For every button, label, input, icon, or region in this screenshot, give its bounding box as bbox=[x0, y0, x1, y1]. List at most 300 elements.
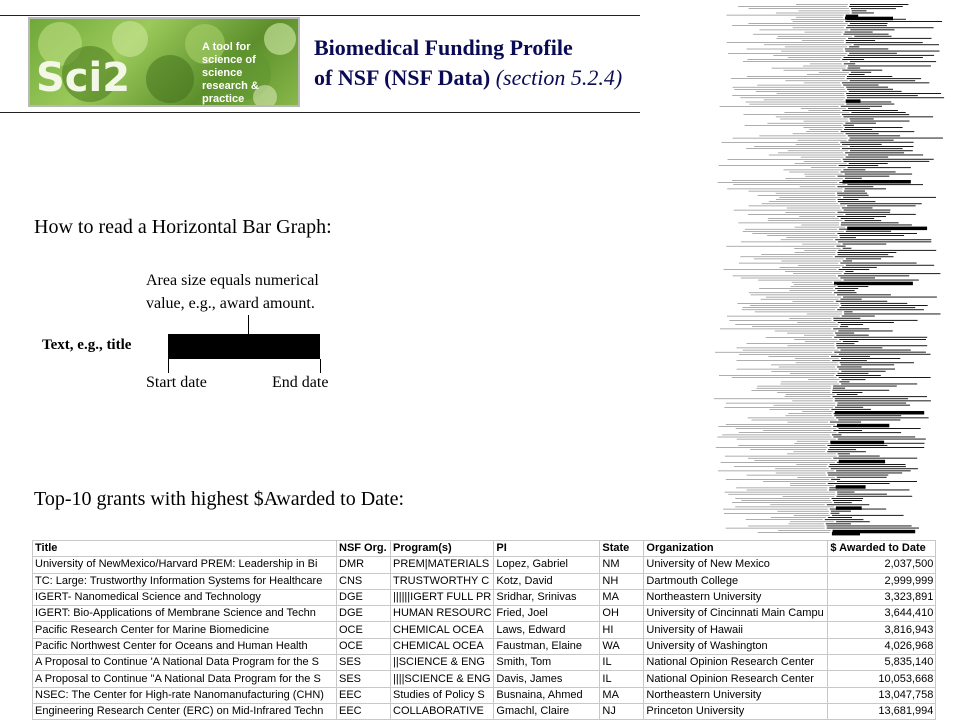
bar-mark bbox=[838, 420, 900, 421]
bar-label-mark bbox=[795, 252, 836, 253]
bar-mark bbox=[842, 267, 877, 268]
bar-mark bbox=[827, 445, 887, 446]
table-cell: EEC bbox=[337, 687, 391, 703]
bar-label-mark bbox=[737, 348, 836, 349]
table-row bbox=[33, 671, 936, 687]
bar-label-mark bbox=[750, 449, 826, 450]
bar-mark bbox=[843, 169, 865, 170]
bar-label-mark bbox=[787, 208, 840, 209]
bar-label-mark bbox=[805, 341, 841, 342]
table-cell: Pacific Northwest Center for Oceans and Human Health bbox=[33, 638, 337, 654]
bar-mark bbox=[826, 523, 851, 524]
table-row bbox=[33, 622, 936, 638]
bar-mark bbox=[849, 19, 907, 20]
bar-mark bbox=[838, 275, 909, 276]
table-cell: Fried, Joel bbox=[494, 606, 600, 622]
table-row bbox=[33, 638, 936, 654]
bar-label-mark bbox=[718, 182, 838, 183]
bar-mark bbox=[835, 333, 854, 334]
bar-mark bbox=[840, 237, 856, 238]
bar-mark bbox=[841, 131, 915, 132]
bar-mark bbox=[833, 437, 915, 438]
bar-label-mark bbox=[781, 382, 837, 383]
bar-label-mark bbox=[803, 66, 846, 67]
bar-label-mark bbox=[736, 428, 837, 429]
bar-label-mark bbox=[760, 30, 849, 31]
bar-mark bbox=[851, 112, 905, 113]
bar-label-mark bbox=[788, 524, 823, 525]
bar-mark bbox=[837, 477, 887, 478]
bar-mark bbox=[833, 426, 847, 427]
bar-label-mark bbox=[779, 197, 841, 198]
column-header: $ Awarded to Date bbox=[828, 541, 936, 557]
bar-mark bbox=[839, 284, 887, 285]
bar-mark bbox=[844, 57, 923, 58]
bar-label-mark bbox=[738, 445, 825, 446]
bar-label-mark bbox=[805, 176, 835, 177]
bar-label-mark bbox=[804, 121, 849, 122]
bar-label-mark bbox=[804, 174, 842, 175]
bar-mark bbox=[839, 369, 895, 370]
bar-mark bbox=[842, 114, 909, 115]
table-cell: OCE bbox=[337, 622, 391, 638]
bar-label-mark bbox=[785, 47, 847, 48]
bar-label-mark bbox=[770, 505, 825, 506]
table-cell: 3,644,410 bbox=[828, 606, 936, 622]
bar-mark bbox=[835, 256, 894, 257]
bar-label-mark bbox=[795, 358, 839, 359]
bar-label-mark bbox=[792, 282, 832, 283]
bar-mark bbox=[833, 430, 862, 431]
bar-mark bbox=[829, 490, 910, 491]
bar-mark bbox=[837, 492, 854, 493]
bar-label-mark bbox=[763, 430, 831, 431]
table-cell: National Opinion Research Center bbox=[644, 671, 828, 687]
table-cell: 3,816,943 bbox=[828, 622, 936, 638]
table-cell: NSEC: The Center for High-rate Nanomanufacturing (CHN) bbox=[33, 687, 337, 703]
bar-label-mark bbox=[715, 352, 832, 353]
bar-label-mark bbox=[734, 210, 842, 211]
bar-mark bbox=[840, 326, 848, 327]
table-cell: 2,999,999 bbox=[828, 573, 936, 589]
bar-mark bbox=[837, 233, 917, 234]
bar-label-mark bbox=[790, 522, 834, 523]
bar-label-mark bbox=[776, 193, 835, 194]
sci2-logo bbox=[28, 17, 300, 107]
bar-label-mark bbox=[769, 155, 846, 156]
title-line-1: Biomedical Funding Profile bbox=[314, 35, 573, 60]
bar-label-mark bbox=[749, 191, 843, 192]
bar-mark bbox=[843, 261, 852, 262]
bar-label-mark bbox=[810, 64, 842, 65]
bar-label-mark bbox=[742, 310, 836, 311]
bar-label-mark bbox=[784, 112, 849, 113]
bar-mark bbox=[836, 417, 929, 418]
bar-label-mark bbox=[774, 405, 836, 406]
bar-label-mark bbox=[758, 195, 836, 196]
bar-mark bbox=[842, 82, 929, 83]
bar-label-mark bbox=[770, 409, 830, 410]
column-header: Organization bbox=[644, 541, 828, 557]
table-cell: Busnaina, Ahmed bbox=[494, 687, 600, 703]
bar-label-mark bbox=[728, 53, 847, 54]
bar-label-mark bbox=[761, 299, 839, 300]
bar-label-mark bbox=[780, 119, 848, 120]
bar-mark bbox=[830, 447, 925, 448]
bar-mark bbox=[837, 367, 862, 368]
bar-label-mark bbox=[808, 379, 839, 380]
bar-mark bbox=[847, 89, 893, 90]
table-cell: OH bbox=[600, 606, 644, 622]
bar-label-mark bbox=[747, 49, 843, 50]
bar-label-mark bbox=[804, 161, 842, 162]
bar-label-mark bbox=[791, 286, 836, 287]
bar-mark bbox=[846, 133, 879, 134]
bar-label-mark bbox=[781, 384, 840, 385]
bar-label-mark bbox=[743, 350, 839, 351]
bar-mark bbox=[836, 335, 868, 336]
bar-label-mark bbox=[788, 346, 835, 347]
bar-mark bbox=[837, 481, 917, 482]
bar-mark bbox=[841, 358, 900, 359]
bar-mark bbox=[847, 76, 892, 77]
title-line-2 bbox=[314, 63, 622, 93]
bar-label-mark bbox=[811, 167, 846, 168]
bar-label-mark bbox=[754, 146, 848, 147]
bar-mark bbox=[841, 324, 863, 325]
bar-mark bbox=[849, 46, 859, 47]
bar-label-mark bbox=[725, 456, 837, 457]
bar-label-mark bbox=[720, 329, 831, 330]
bar-label-mark bbox=[790, 485, 834, 486]
bar-label-mark bbox=[788, 151, 848, 152]
bar-label-mark bbox=[739, 263, 838, 264]
table-cell: NM bbox=[600, 557, 644, 573]
bar-label-mark bbox=[725, 492, 836, 493]
table-cell: IL bbox=[600, 655, 644, 671]
bar-mark bbox=[841, 371, 885, 372]
bar-mark bbox=[849, 140, 894, 141]
bar-mark bbox=[841, 222, 899, 223]
bar-mark bbox=[843, 116, 933, 117]
bar-label-mark bbox=[796, 4, 848, 5]
bar-label-mark bbox=[776, 117, 842, 118]
bar-label-mark bbox=[756, 91, 847, 92]
table-cell: MA bbox=[600, 687, 644, 703]
table-cell: Dartmouth College bbox=[644, 573, 828, 589]
bar-mark bbox=[847, 25, 887, 26]
bar-label-mark bbox=[796, 363, 838, 364]
bar-label-mark bbox=[793, 273, 842, 274]
bottom-rule bbox=[0, 112, 640, 113]
legend-heading: How to read a Horizontal Bar Graph: bbox=[34, 216, 332, 238]
bar-mark bbox=[835, 407, 863, 408]
bar-mark bbox=[839, 339, 926, 340]
bar-mark bbox=[840, 142, 913, 143]
bar-mark bbox=[838, 250, 936, 251]
bar-graph-visualization bbox=[700, 0, 960, 540]
bar-mark bbox=[834, 337, 927, 338]
bar-label-mark bbox=[747, 490, 828, 491]
bar-mark bbox=[828, 475, 888, 476]
bar-label-mark bbox=[791, 19, 846, 20]
logo-tagline-1: A tool for bbox=[202, 41, 251, 53]
bar-label-mark bbox=[748, 418, 835, 419]
bar-mark bbox=[851, 72, 871, 73]
bar-mark bbox=[847, 78, 922, 79]
table-cell: 10,053,668 bbox=[828, 671, 936, 687]
bar-label-mark bbox=[726, 528, 825, 529]
table-cell: Gmachl, Claire bbox=[494, 703, 600, 719]
bar-label-mark bbox=[792, 401, 833, 402]
bar-label-mark bbox=[739, 432, 837, 433]
table-body bbox=[33, 557, 936, 720]
bar-mark bbox=[849, 6, 903, 7]
table-cell: Laws, Edward bbox=[494, 622, 600, 638]
bar-mark bbox=[835, 398, 908, 399]
bar-label-mark bbox=[807, 314, 842, 315]
bar-label-mark bbox=[721, 462, 835, 463]
bar-label-mark bbox=[734, 89, 845, 90]
bar-label-mark bbox=[749, 206, 846, 207]
bar-label-mark bbox=[764, 100, 844, 101]
bar-label-mark bbox=[743, 307, 838, 308]
bar-mark bbox=[844, 161, 930, 162]
bar-label-mark bbox=[747, 343, 835, 344]
bar-label-mark bbox=[793, 452, 825, 453]
bar-label-mark bbox=[794, 339, 837, 340]
bar-label-mark bbox=[733, 276, 836, 277]
bar-mark bbox=[839, 381, 849, 382]
bar-label-mark bbox=[797, 477, 835, 478]
logo-tagline-3: research & practice bbox=[202, 80, 259, 105]
bar-label-mark bbox=[775, 469, 829, 470]
table-cell: Davis, James bbox=[494, 671, 600, 687]
table-cell: Pacific Research Center for Marine Biomedicine bbox=[33, 622, 337, 638]
bar-label-mark bbox=[786, 237, 838, 238]
table-cell: IGERT- Nanomedical Science and Technology bbox=[33, 589, 337, 605]
bar-label-mark bbox=[794, 515, 830, 516]
bar-label-mark bbox=[732, 502, 832, 503]
bar-label-mark bbox=[745, 125, 842, 126]
bar-label-mark bbox=[736, 488, 827, 489]
logo-brand: Sci2 bbox=[36, 55, 131, 101]
bar-label-mark bbox=[738, 6, 847, 7]
bar-mark bbox=[834, 352, 926, 353]
bar-label-mark bbox=[788, 57, 842, 58]
bar-mark bbox=[840, 307, 916, 308]
bar-label-mark bbox=[746, 102, 846, 103]
bar-label-mark bbox=[746, 148, 840, 149]
bar-mark bbox=[847, 205, 916, 206]
bar-label-mark bbox=[767, 235, 837, 236]
column-header: State bbox=[600, 541, 644, 557]
bar-label-mark bbox=[776, 38, 846, 39]
bar-label-mark bbox=[726, 15, 843, 16]
bar-label-mark bbox=[731, 78, 845, 79]
bar-label-mark bbox=[782, 261, 841, 262]
bar-mark bbox=[845, 123, 876, 124]
bar-mark bbox=[850, 61, 936, 62]
bar-label-mark bbox=[741, 278, 839, 279]
bar-mark bbox=[832, 532, 860, 536]
bar-mark bbox=[833, 443, 925, 444]
bar-label-mark bbox=[777, 511, 829, 512]
bar-mark bbox=[845, 214, 915, 215]
bar-label-mark bbox=[753, 34, 841, 35]
bar-label-mark bbox=[752, 233, 835, 234]
bar-mark bbox=[846, 157, 889, 158]
top-rule bbox=[0, 15, 640, 16]
bar-mark bbox=[838, 286, 869, 287]
bar-mark bbox=[848, 38, 932, 39]
bar-label-mark bbox=[737, 303, 838, 304]
bar-mark bbox=[848, 135, 900, 136]
table-row bbox=[33, 606, 936, 622]
bar-mark bbox=[836, 301, 888, 302]
bar-mark bbox=[835, 288, 858, 289]
bar-label-mark bbox=[761, 254, 836, 255]
bar-mark bbox=[848, 167, 911, 168]
bar-mark bbox=[845, 152, 904, 153]
bar-mark bbox=[832, 392, 862, 393]
bar-mark bbox=[849, 163, 888, 164]
bar-label-mark bbox=[726, 246, 834, 247]
end-tick bbox=[320, 359, 321, 373]
bar-mark bbox=[831, 513, 840, 514]
bar-label-mark bbox=[740, 98, 845, 99]
bar-mark bbox=[833, 328, 869, 329]
bar-mark bbox=[846, 27, 934, 28]
bar-label-mark bbox=[777, 392, 830, 393]
bar-label-mark bbox=[737, 439, 836, 440]
bar-label-mark bbox=[783, 496, 835, 497]
bar-mark bbox=[832, 360, 867, 361]
bar-mark bbox=[837, 216, 886, 217]
bar-mark bbox=[845, 51, 939, 52]
bar-mark bbox=[845, 220, 882, 221]
bar-mark bbox=[827, 528, 919, 529]
bar-mark bbox=[838, 322, 894, 323]
bar-mark bbox=[839, 235, 904, 236]
table-cell: University of Cincinnati Main Campu bbox=[644, 606, 828, 622]
bar-label-mark bbox=[801, 225, 839, 226]
top10-heading: Top-10 grants with highest $Awarded to Date: bbox=[34, 488, 405, 510]
bar-label-mark bbox=[768, 220, 843, 221]
bar-mark bbox=[834, 320, 918, 321]
table-cell: Faustman, Elaine bbox=[494, 638, 600, 654]
section-ref: (section 5.2.4) bbox=[495, 65, 623, 90]
bar-mark bbox=[828, 483, 890, 484]
bar-label-mark bbox=[805, 32, 843, 33]
bar-label-mark bbox=[778, 530, 830, 531]
bar-mark bbox=[847, 95, 918, 96]
bar-mark bbox=[840, 278, 875, 279]
bar-mark bbox=[828, 517, 852, 518]
bar-label-mark bbox=[733, 138, 848, 139]
bar-label-mark bbox=[726, 479, 829, 480]
bar-label-mark bbox=[789, 172, 838, 173]
bar-label-mark bbox=[750, 305, 839, 306]
bar-label-mark bbox=[785, 271, 843, 272]
table-cell: ||SCIENCE & ENG bbox=[391, 655, 494, 671]
bar-mark bbox=[841, 350, 911, 351]
bar-mark bbox=[846, 104, 894, 105]
bar-mark bbox=[836, 496, 912, 497]
bar-label-mark bbox=[764, 45, 852, 46]
bar-label-mark bbox=[741, 242, 836, 243]
bar-label-mark bbox=[768, 356, 829, 357]
bar-mark bbox=[830, 464, 906, 465]
bar-label-mark bbox=[732, 25, 845, 26]
area-note-line-2: value, e.g., award amount. bbox=[146, 295, 315, 312]
bar-mark bbox=[833, 396, 928, 397]
bar-mark bbox=[838, 199, 859, 200]
bar-mark bbox=[838, 201, 876, 202]
bar-label-mark bbox=[795, 163, 847, 164]
bar-mark bbox=[842, 148, 903, 149]
bar-label-mark bbox=[733, 87, 845, 88]
bar-mark bbox=[848, 108, 870, 109]
bar-label-mark bbox=[785, 416, 832, 417]
table-row bbox=[33, 703, 936, 719]
bar-label-mark bbox=[781, 51, 843, 52]
table-cell: COLLABORATIVE bbox=[391, 703, 494, 719]
bar-label-mark bbox=[757, 386, 831, 387]
bar-label-mark bbox=[759, 288, 833, 289]
bar-mark bbox=[844, 63, 855, 64]
bar-label-mark bbox=[785, 212, 835, 213]
bar-mark bbox=[842, 59, 864, 60]
start-date-label: Start date bbox=[146, 374, 207, 391]
bar-label-mark bbox=[807, 74, 847, 75]
bar-label-mark bbox=[734, 466, 827, 467]
bar-label-mark bbox=[749, 293, 832, 294]
bar-label-mark bbox=[809, 110, 841, 111]
bar-mark bbox=[830, 422, 861, 423]
table-cell: 3,323,891 bbox=[828, 589, 936, 605]
bar-mark bbox=[838, 453, 850, 454]
table-cell: University of Washington bbox=[644, 638, 828, 654]
bar-mark bbox=[847, 184, 923, 185]
bar-mark bbox=[850, 29, 894, 30]
table-cell: 13,681,994 bbox=[828, 703, 936, 719]
bar-mark bbox=[839, 229, 882, 230]
bar-label-mark bbox=[763, 481, 835, 482]
bar-mark bbox=[839, 165, 879, 166]
bar-label-mark bbox=[762, 204, 839, 205]
bar-mark bbox=[850, 121, 909, 122]
area-note-line-1: Area size equals numerical bbox=[146, 272, 319, 289]
bar-mark bbox=[842, 379, 866, 380]
table-cell: ||||SCIENCE & ENG bbox=[391, 671, 494, 687]
bar-label-mark bbox=[802, 411, 833, 412]
column-header: NSF Org. bbox=[337, 541, 391, 557]
bar-mark bbox=[835, 400, 931, 401]
bar-label-mark bbox=[732, 180, 841, 181]
bar-label-mark bbox=[719, 165, 837, 166]
bar-mark bbox=[827, 451, 866, 452]
bar-label-mark bbox=[757, 388, 831, 389]
bar-label-mark bbox=[798, 265, 844, 266]
bar-label-mark bbox=[727, 189, 842, 190]
bar-label-mark bbox=[776, 13, 850, 14]
bar-label-mark bbox=[788, 413, 831, 414]
bar-label-mark bbox=[748, 458, 831, 459]
bar-mark bbox=[845, 32, 873, 33]
bar-label-mark bbox=[766, 337, 832, 338]
bar-label-mark bbox=[796, 464, 827, 465]
